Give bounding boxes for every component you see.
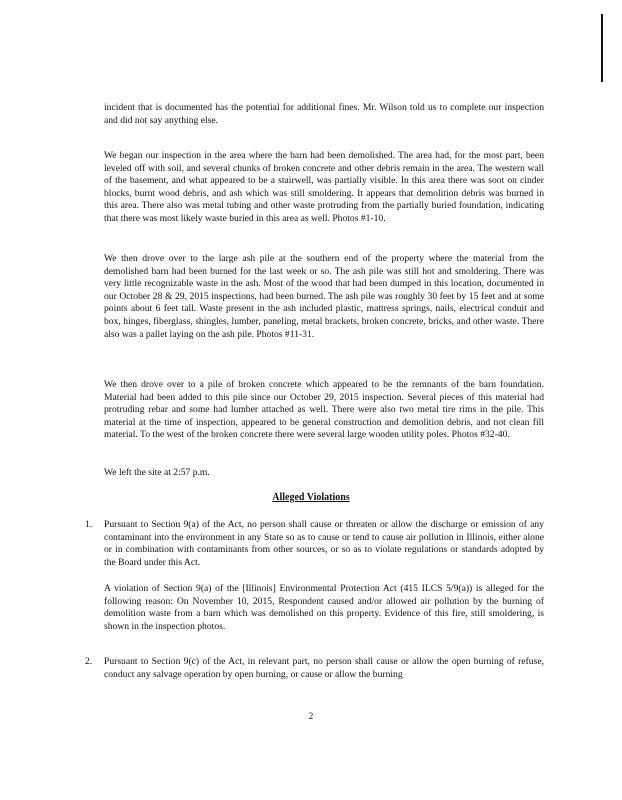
item-1-detail: A violation of Section 9(a) of the [Illinois] Environmental Protection Act (415 ILCS 5/9(a)) is alleged for the following reason: On November 10, 2015, Respondent caused and/or allowed air pollution by the burning of demolition waste from a barn which was demolished on this property. Evidence of this fire, still smoldering, is shown in the inspection photos. [104, 583, 544, 632]
concrete-pile-paragraph: We then drove over to a pile of broken concrete which appeared to be the remnants of the barn foundation. Material had been added to this pile since our October 29, 2015 inspection. Several pieces of this material had protruding rebar and some had lumber attached as well. There were also two metal tire rims in the pile. This material at the time of inspection, appeared to be general construction and demolition debris, and not clean fill material. To the west of the broken concrete there were several large wooden utility poles. Photos #32-40. [104, 379, 544, 441]
intro-paragraph: incident that is documented has the potential for additional fines. Mr. Wilson told us to complete our inspection and did not say anything else. [104, 102, 544, 126]
item-1-text: Pursuant to Section 9(a) of the Act, no person shall cause or threaten or allow the discharge or emission of any contaminant into the environment in any State so as to cause or tend to cause air pollution in Illinois, either alone or in combination with contaminants from other sources, or so as to violate regulations or standards adopted by the Board under this Act. [104, 519, 544, 568]
barn-inspection-paragraph: We began our inspection in the area where the barn had been demolished. The area had, for the most part, been leveled off with soil, and several chunks of broken concrete and other debris remain in the area. The western wall of the basement, and what appeared to be a stairwell, was partially visible. In this area there was soot on cinder blocks, burnt wood debris, and ash which was still smoldering. It appears that demolition debris was burned in this area. There also was metal tubing and other waste protruding from the partially buried foundation, indicating that there was most likely waste buried in this area as well. Photos #1-10. [104, 150, 544, 224]
departure-paragraph: We left the site at 2:57 p.m. [104, 467, 210, 478]
item-2-number: 2. [85, 656, 93, 667]
item-2-text: Pursuant to Section 9(c) of the Act, in relevant part, no person shall cause or allow the open burning of refuse, conduct any salvage operation by open burning, or cause or allow the burning [104, 656, 544, 680]
scan-edge-mark [601, 14, 603, 82]
section-heading: Alleged Violations [272, 492, 350, 503]
page-number: 2 [308, 711, 314, 721]
ash-pile-paragraph: We then drove over to the large ash pile at the southern end of the property where the material from the demolished barn had been burned for the last week or so. The ash pile was still hot and smoldering. There was very little recognizable waste in the ash. Most of the wood that had been dumped in this location, documented in our October 28 & 29, 2015 inspections, had been burned. The ash pile was roughly 30 feet by 15 feet and at some points about 6 feet tall. Waste present in the ash included plastic, mattress springs, nails, electrical conduit and box, hinges, fiberglass, shingles, lumber, paneling, metal brackets, broken concrete, bricks, and other waste. There also was a pallet laying on the ash pile. Photos #11-31. [104, 253, 544, 340]
item-1-number: 1. [85, 519, 93, 530]
